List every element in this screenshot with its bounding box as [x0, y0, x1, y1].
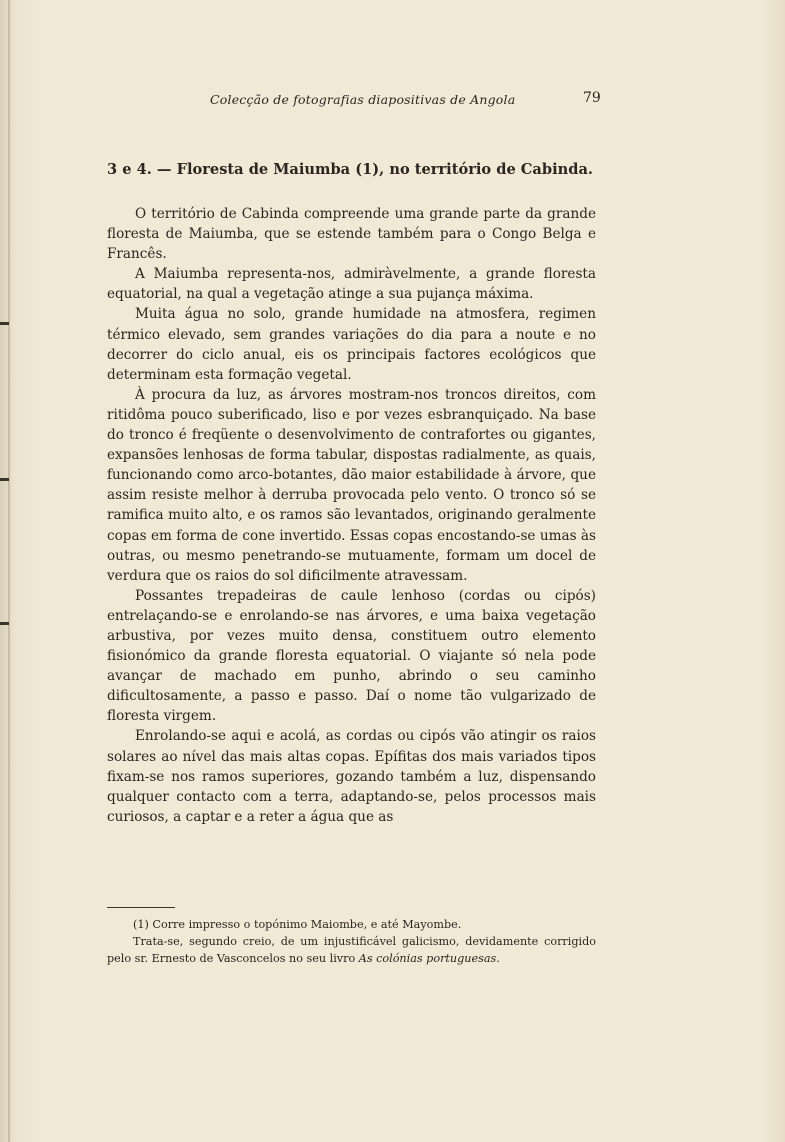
footnote-2-text: Trata-se, segundo creio, de um injustificável galicismo, devidamente corrigido pelo sr. Ernesto de Vasconcelos no seu livro — [107, 935, 596, 965]
body-text — [107, 204, 596, 827]
paragraph: Muita água no solo, grande humidade na atmosfera, regimen térmico elevado, sem grandes variações do dia para a noute e no decorrer do ciclo anual, eis os principais factores ecológicos que determinam esta formação vegetal. — [107, 306, 596, 383]
page-binding-edge — [8, 0, 10, 1142]
paragraph: À procura da luz, as árvores mostram-nos troncos direitos, com ritidôma pouco suberificado, liso e por vezes esbranquiçado. Na base do tronco é freqüente o desenvolvimento de contrafortes ou gigantes, expansões lenhosas de forma tabular, dispostas radialmente, as quais, funcionando como arco-botantes, dão maior estabilidade à árvore, que assim resiste melhor à derruba provocada pelo vento. O tronco só se ramifica muito alto, e os ramos são levantados, originando geralmente copas em forma de cone invertido. Essas copas encostando-se umas às outras, ou mesmo penetrando-se mutuamente, formam um docel de verdura que os raios do sol dificilmente atravessam. — [107, 386, 596, 584]
edge-mark — [0, 622, 9, 625]
section-heading: 3 e 4. — Floresta de Maiumba (1), no território de Cabinda. — [107, 161, 593, 178]
footnote-2 — [107, 933, 596, 967]
footnote-divider — [107, 907, 175, 908]
footnote-2-book-title: As colónias portuguesas — [358, 952, 497, 965]
paragraph: Possantes trepadeiras de caule lenhoso (cordas ou cipós) entrelaçando-se e enrolando-se nas árvores, e uma baixa vegetação arbustiva, por vezes muito densa, constituem outro elemento fisionómico da grande floresta equatorial. O viajante só nela pode avançar de machado em punho, abrindo o seu caminho dificultosamente, a passo e passo. Daí o nome tão vulgarizado de floresta virgem. — [107, 587, 596, 725]
edge-mark — [0, 478, 9, 481]
running-title: Colecção de fotografias diapositivas de Angola — [210, 92, 516, 107]
paragraph: A Maiumba representa-nos, admiràvelmente, a grande floresta equatorial, na qual a vegetação atinge a sua pujança máxima. — [107, 266, 596, 303]
page-number: 79 — [583, 90, 601, 106]
footnote-2-end: . — [496, 952, 500, 965]
edge-mark — [0, 322, 9, 325]
paragraph: Enrolando-se aqui e acolá, as cordas ou cipós vão atingir os raios solares ao nível das mais altas copas. Epífitas dos mais variados tipos fixam-se nos ramos superiores, gozando também a luz, dispensando qualquer contacto com a terra, adaptando-se, pelos processos mais curiosos, a captar e a reter a água que as — [107, 728, 596, 825]
footnotes — [107, 916, 596, 967]
paragraph: O território de Cabinda compreende uma grande parte da grande floresta de Maiumba, que se estende também para o Congo Belga e Francês. — [107, 206, 596, 263]
footnote-1: (1) Corre impresso o topónimo Maiombe, e até Mayombe. — [133, 918, 462, 931]
